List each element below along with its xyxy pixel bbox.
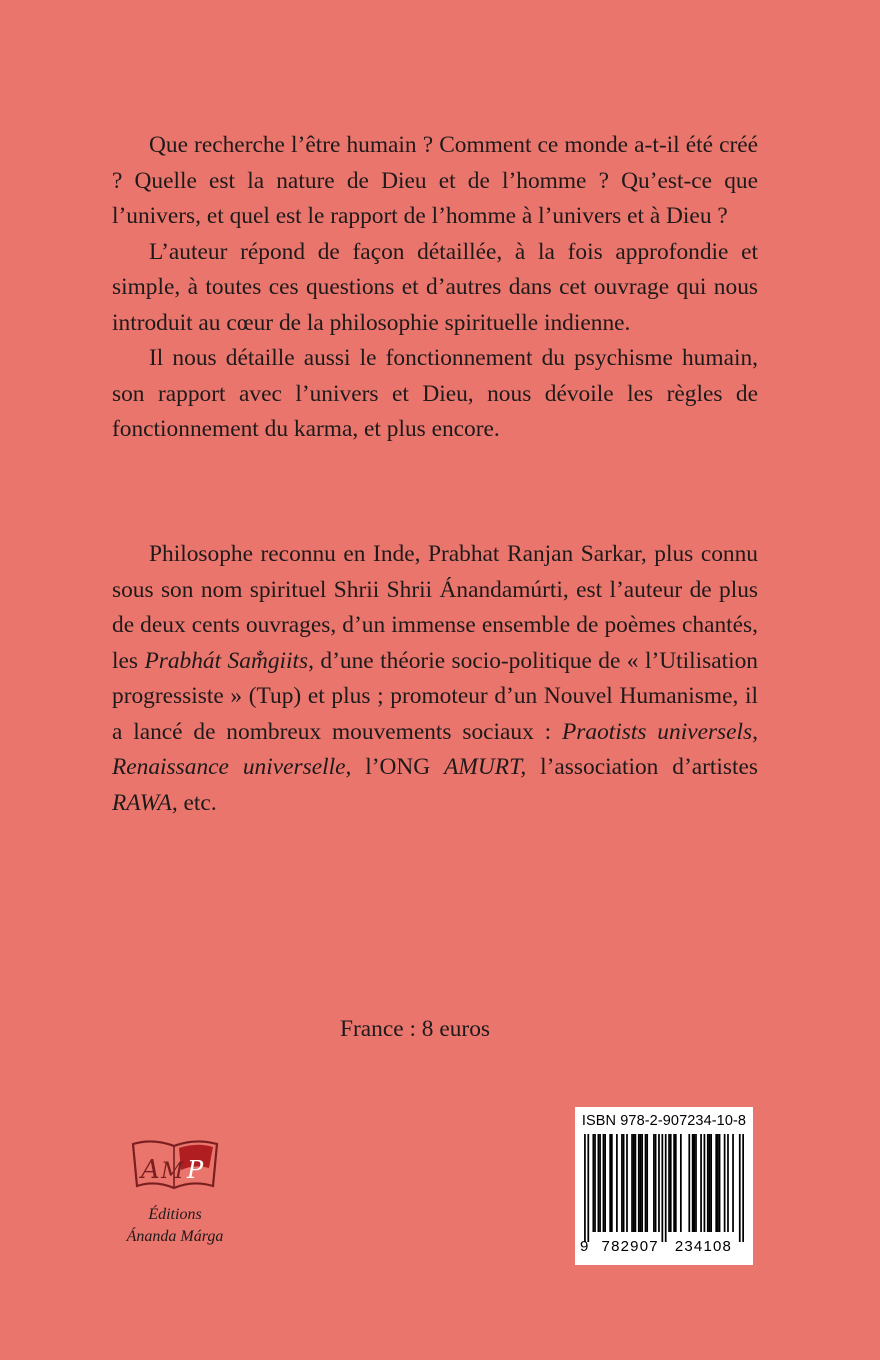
barcode-bar bbox=[631, 1134, 633, 1232]
barcode-bar bbox=[621, 1134, 623, 1232]
intro-paragraph-2: L’auteur répond de façon détaillée, à la fois approfondie et simple, à toutes ces questions et d’autres dans cet ouvrage qui nous introduit au cœur de la philosophie spirituelle indienne. bbox=[112, 238, 758, 336]
isbn-label: ISBN 978-2-907234-10-8 bbox=[581, 1113, 747, 1129]
barcode-bar bbox=[599, 1134, 601, 1232]
barcode-digits-right: 234108 bbox=[674, 1238, 733, 1255]
barcode-bar bbox=[641, 1134, 643, 1232]
barcode-bar bbox=[675, 1134, 677, 1232]
barcode-bar bbox=[719, 1134, 721, 1232]
barcode-bar bbox=[653, 1134, 655, 1232]
author-biography bbox=[112, 537, 758, 821]
intro-paragraph-3: Il nous détaille aussi le fonctionnement du psychisme humain, son rapport avec l’univers et Dieu, nous dévoile les règles de fonctionnement du karma, et plus encore. bbox=[112, 345, 758, 442]
barcode-bar bbox=[673, 1134, 675, 1232]
bio-paragraph bbox=[112, 537, 758, 821]
barcode-bar bbox=[717, 1134, 719, 1232]
svg-text:P: P bbox=[187, 1156, 204, 1184]
bio-title-renaissance: Renaissance universelle, bbox=[112, 754, 352, 780]
barcode-bar bbox=[638, 1134, 640, 1232]
barcode-bar bbox=[688, 1134, 690, 1232]
publisher-line-1: Éditions bbox=[148, 1206, 202, 1223]
svg-text:M: M bbox=[161, 1159, 184, 1184]
svg-text:A: A bbox=[141, 1155, 160, 1185]
barcode-bar bbox=[707, 1134, 709, 1232]
barcode-icon bbox=[579, 1134, 749, 1242]
barcode-bar bbox=[587, 1134, 589, 1242]
barcode-bar bbox=[709, 1134, 711, 1232]
barcode-bar bbox=[592, 1134, 594, 1232]
barcode-bar bbox=[645, 1134, 647, 1232]
barcode-bar bbox=[695, 1134, 697, 1232]
barcode-bar bbox=[594, 1134, 596, 1232]
bio-title-prabhat-samgiits: Prabhát Sam̐giits bbox=[144, 647, 309, 674]
barcode-bar bbox=[604, 1134, 606, 1232]
bio-text-2: , d’une théorie socio-politique de « l’Utilisation progressiste » (Tup) et plus ; promoteur d’un Nouvel Humanisme, il a lancé de nombreux mouvements sociaux : bbox=[112, 647, 758, 745]
barcode-bar bbox=[693, 1134, 695, 1232]
barcode-digits-left: 782907 bbox=[601, 1238, 659, 1255]
bio-title-amurt: AMURT, bbox=[444, 754, 527, 780]
barcode-bar bbox=[603, 1134, 605, 1232]
price-label: France : 8 euros bbox=[339, 1016, 491, 1042]
bio-text-1: Philosophe reconnu en Inde, Prabhat Ranjan Sarkar, plus connu sous son nom spirituel Shrii Shrii Ánandamúrti, est l’auteur de plus de deux cents ouvrages, d’un immense ensemble de poèmes chantés, les bbox=[112, 541, 758, 674]
barcode-bar bbox=[724, 1134, 726, 1232]
barcode-bar bbox=[611, 1134, 613, 1232]
barcode-bar bbox=[739, 1134, 741, 1242]
bio-title-praotists: Praotists universels, bbox=[561, 718, 758, 745]
barcode-bar bbox=[633, 1134, 635, 1232]
barcode-bar bbox=[635, 1134, 637, 1232]
barcode-bar bbox=[692, 1134, 694, 1232]
barcode-bar bbox=[742, 1134, 744, 1242]
back-cover-intro bbox=[112, 128, 758, 448]
barcode-bar bbox=[609, 1134, 611, 1232]
bio-text-3: l’ONG bbox=[351, 754, 445, 780]
publisher-line-2: Ánanda Márga bbox=[126, 1228, 224, 1245]
barcode-bar bbox=[670, 1134, 672, 1232]
bio-text-4: l’association d’artistes bbox=[526, 754, 759, 780]
isbn-barcode-box bbox=[575, 1107, 753, 1265]
barcode-bar bbox=[658, 1134, 660, 1232]
barcode-bar bbox=[655, 1134, 657, 1232]
bio-title-rawa: RAWA, bbox=[112, 789, 178, 816]
barcode-bar bbox=[715, 1134, 717, 1232]
barcode-bar bbox=[668, 1134, 670, 1232]
barcode-bar bbox=[584, 1134, 586, 1242]
barcode-bar bbox=[616, 1134, 618, 1232]
barcode-bar bbox=[626, 1134, 628, 1232]
barcode-bar bbox=[710, 1134, 712, 1232]
barcode-bar bbox=[665, 1134, 667, 1242]
intro-paragraph-1: Que recherche l’être humain ? Comment ce monde a-t-il été créé ? Quelle est la nature de Dieu et de l’homme ? Qu’est-ce que l’univers, et quel est le rapport de l’homme à l’univers et à Dieu ? bbox=[112, 132, 758, 229]
barcode-bar bbox=[680, 1134, 682, 1232]
barcode-bar bbox=[704, 1134, 706, 1232]
barcode-bar bbox=[700, 1134, 702, 1232]
barcode-bar bbox=[646, 1134, 648, 1232]
barcode-digits bbox=[580, 1238, 750, 1256]
barcode-bar bbox=[598, 1134, 600, 1232]
barcode-bar bbox=[623, 1134, 625, 1232]
bio-text-5: etc. bbox=[177, 789, 217, 816]
barcode-bar bbox=[640, 1134, 642, 1232]
publisher-logo-icon bbox=[127, 1134, 223, 1198]
publisher-name bbox=[110, 1204, 240, 1248]
barcode-bar bbox=[661, 1134, 663, 1242]
barcode-bar bbox=[727, 1134, 729, 1232]
publisher-block bbox=[110, 1134, 240, 1248]
barcode-bar bbox=[732, 1134, 734, 1232]
barcode-digit-first: 9 bbox=[580, 1238, 590, 1255]
